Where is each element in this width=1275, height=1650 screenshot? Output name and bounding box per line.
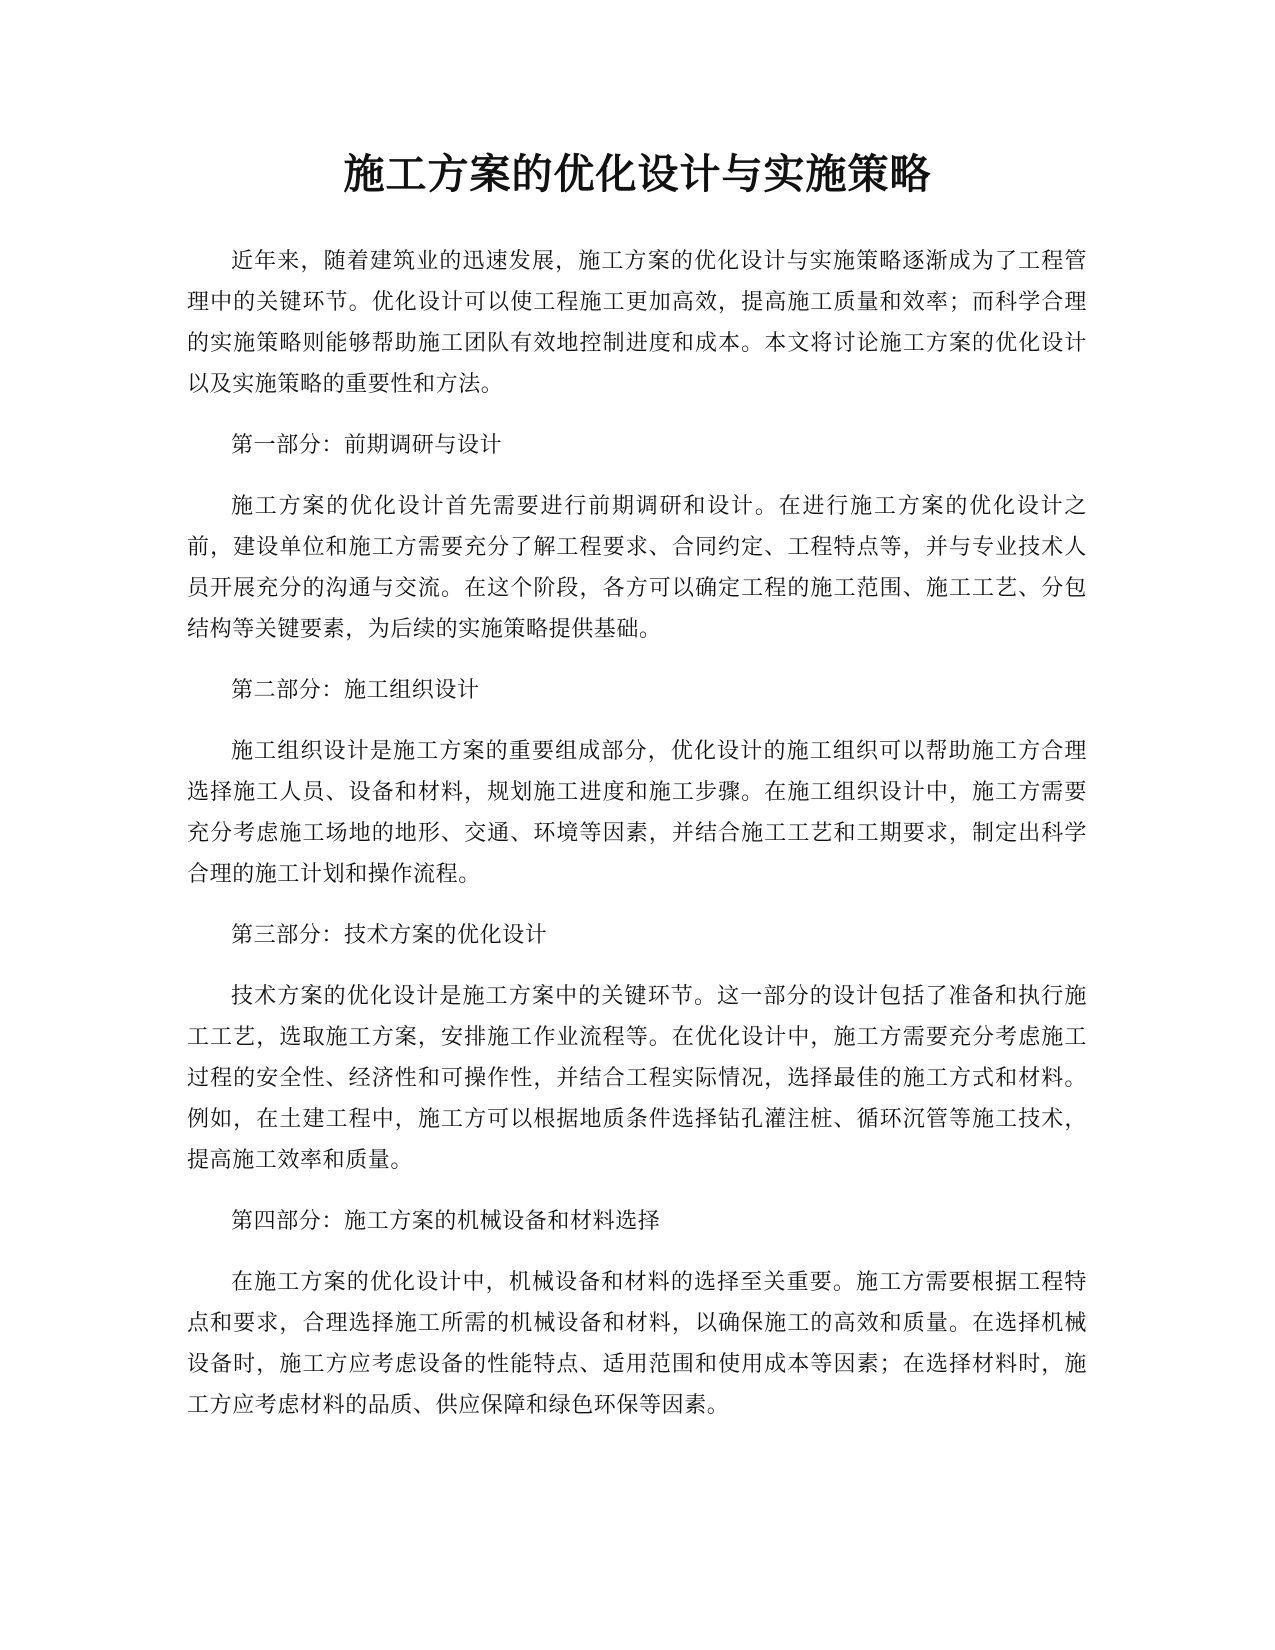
section-heading-1: 第一部分：前期调研与设计 (231, 433, 503, 458)
section-heading-2: 第二部分：施工组织设计 (231, 678, 480, 703)
section-paragraph-2: 施工组织设计是施工方案的重要组成部分，优化设计的施工组织可以帮助施工方合理选择施工人员、设备和材料，规划施工进度和施工步骤。在施工组织设计中，施工方需要充分考虑施工场地的地形、交通、环境等因素，并结合施工工艺和工期要求，制定出科学合理的施工计划和操作流程。 (187, 739, 1087, 887)
section-paragraph-3: 技术方案的优化设计是施工方案中的关键环节。这一部分的设计包括了准备和执行施工工艺，选取施工方案，安排施工作业流程等。在优化设计中，施工方需要充分考虑施工过程的安全性、经济性和可操作性，并结合工程实际情况，选择最佳的施工方式和材料。例如，在土建工程中，施工方可以根据地质条件选择钻孔灌注桩、循环沉管等施工技术，提高施工效率和质量。 (187, 984, 1087, 1173)
document-body (187, 241, 1087, 1446)
section-paragraph-1: 施工方案的优化设计首先需要进行前期调研和设计。在进行施工方案的优化设计之前，建设单位和施工方需要充分了解工程要求、合同约定、工程特点等，并与专业技术人员开展充分的沟通与交流。在这个阶段，各方可以确定工程的施工范围、施工工艺、分包结构等关键要素，为后续的实施策略提供基础。 (187, 494, 1087, 642)
intro-paragraph: 近年来，随着建筑业的迅速发展，施工方案的优化设计与实施策略逐渐成为了工程管理中的关键环节。优化设计可以使工程施工更加高效，提高施工质量和效率；而科学合理的实施策略则能够帮助施工团队有效地控制进度和成本。本文将讨论施工方案的优化设计以及实施策略的重要性和方法。 (187, 249, 1087, 397)
document-title: 施工方案的优化设计与实施策略 (343, 150, 932, 198)
section-heading-3: 第三部分：技术方案的优化设计 (231, 923, 548, 948)
section-paragraph-4: 在施工方案的优化设计中，机械设备和材料的选择至关重要。施工方需要根据工程特点和要求，合理选择施工所需的机械设备和材料，以确保施工的高效和质量。在选择机械设备时，施工方应考虑设备的性能特点、适用范围和使用成本等因素；在选择材料时，施工方应考虑材料的品质、供应保障和绿色环保等因素。 (187, 1270, 1087, 1418)
section-heading-4: 第四部分：施工方案的机械设备和材料选择 (231, 1209, 661, 1234)
